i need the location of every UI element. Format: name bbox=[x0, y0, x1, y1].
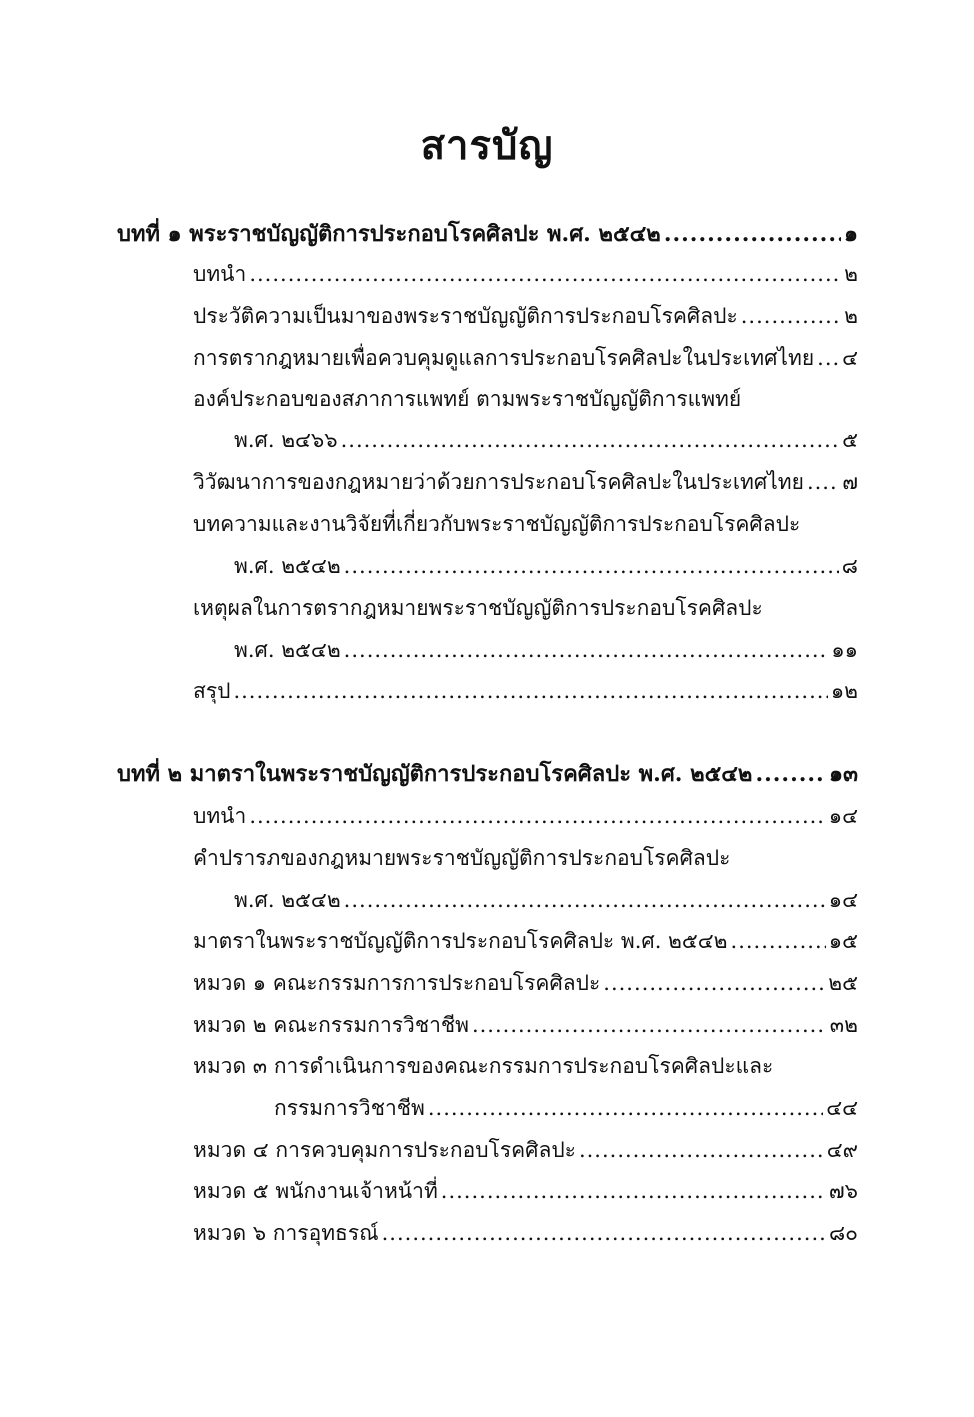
toc-entry-label: หมวด ๒ คณะกรรมการวิชาชีพ bbox=[193, 1013, 469, 1037]
toc-entry bbox=[234, 630, 858, 670]
toc-page-number: ๘๐ bbox=[828, 1221, 858, 1245]
toc-entry bbox=[193, 1213, 858, 1253]
toc-entry bbox=[193, 338, 858, 378]
toc-entry-label: องค์ประกอบของสภาการแพทย์ ตามพระราชบัญญัติการแพทย์ bbox=[193, 387, 742, 411]
toc-entry bbox=[193, 1130, 858, 1170]
dot-leader bbox=[741, 296, 841, 336]
toc-page-number: ๓๒ bbox=[829, 1013, 858, 1037]
toc-entry bbox=[193, 963, 858, 1003]
page-title: สารบัญ bbox=[420, 122, 554, 169]
dot-leader bbox=[441, 1171, 826, 1211]
toc-chapter-title: บทที่ ๑ พระราชบัญญัติการประกอบโรคศิลปะ พ.ศ. ๒๕๔๒ bbox=[117, 221, 661, 247]
toc-page-number: ๔ bbox=[842, 346, 858, 370]
toc-page-number: ๒๕ bbox=[828, 971, 858, 995]
toc-entry-continuation: พ.ศ. ๒๕๔๒ bbox=[234, 638, 341, 662]
toc-entry bbox=[234, 420, 858, 460]
toc-entry-label: บทนำ bbox=[193, 262, 247, 286]
toc-entry-continuation: กรรมการวิชาชีพ bbox=[274, 1096, 425, 1120]
dot-leader bbox=[807, 462, 839, 502]
dot-leader bbox=[249, 796, 825, 836]
dot-leader bbox=[382, 1213, 826, 1253]
dot-leader bbox=[664, 214, 841, 254]
toc-page-number: ๔๙ bbox=[826, 1138, 858, 1162]
toc-entry-label: หมวด ๔ การควบคุมการประกอบโรคศิลปะ bbox=[193, 1138, 576, 1162]
dot-leader bbox=[603, 963, 825, 1003]
dot-leader bbox=[233, 671, 827, 711]
toc-entry-label: คำปรารภของกฎหมายพระราชบัญญัติการประกอบโรคศิลปะ bbox=[193, 846, 731, 870]
dot-leader bbox=[817, 338, 839, 378]
toc-entry-continuation: พ.ศ. ๒๕๔๒ bbox=[234, 888, 341, 912]
toc-page-number: ๔๔ bbox=[826, 1096, 858, 1120]
toc-page-number: ๑๕ bbox=[828, 929, 858, 953]
toc-chapter-title: บทที่ ๒ มาตราในพระราชบัญญัติการประกอบโรคศิลปะ พ.ศ. ๒๕๔๒ bbox=[117, 761, 753, 787]
toc-page-number: ๒ bbox=[844, 262, 858, 286]
toc-entry-label: หมวด ๑ คณะกรรมการการประกอบโรคศิลปะ bbox=[193, 971, 601, 995]
toc-entry-label: ประวัติความเป็นมาของพระราชบัญญัติการประกอบโรคศิลปะ bbox=[193, 304, 738, 328]
toc-entry bbox=[193, 921, 858, 961]
toc-entry bbox=[274, 1088, 858, 1128]
toc-entry bbox=[193, 1171, 858, 1211]
toc-entry bbox=[193, 796, 858, 836]
toc-entry-label: วิวัฒนาการของกฎหมายว่าด้วยการประกอบโรคศิลปะในประเทศไทย bbox=[193, 470, 804, 494]
toc-entry-label: สรุป bbox=[193, 679, 231, 703]
toc-page-number: ๑ bbox=[844, 221, 858, 247]
toc-page-number: ๑๒ bbox=[830, 679, 858, 703]
toc-entry bbox=[234, 880, 858, 920]
toc-entry-continuation: พ.ศ. ๒๔๖๖ bbox=[234, 428, 338, 452]
dot-leader bbox=[249, 254, 841, 294]
toc-entry-label: การตรากฎหมายเพื่อควบคุมดูแลการประกอบโรคศิลปะในประเทศไทย bbox=[193, 346, 815, 370]
dot-leader bbox=[731, 921, 826, 961]
toc-entry bbox=[193, 296, 858, 336]
toc-entry-label: เหตุผลในการตรากฎหมายพระราชบัญญัติการประกอบโรคศิลปะ bbox=[193, 596, 763, 620]
dot-leader bbox=[755, 754, 826, 794]
toc-entry bbox=[193, 671, 858, 711]
toc-entry bbox=[234, 546, 858, 586]
toc-page-number: ๑๑ bbox=[831, 638, 858, 662]
dot-leader bbox=[344, 546, 839, 586]
toc-page-number: ๑๔ bbox=[828, 804, 858, 828]
toc-page-number: ๑๔ bbox=[828, 888, 858, 912]
toc-entry bbox=[193, 254, 858, 294]
toc-chapter-1 bbox=[117, 214, 858, 254]
toc-entry-label: มาตราในพระราชบัญญัติการประกอบโรคศิลปะ พ.ศ. ๒๕๔๒ bbox=[193, 929, 728, 953]
toc-entry bbox=[193, 462, 858, 502]
toc-entry bbox=[193, 1005, 858, 1045]
toc-chapter-2 bbox=[117, 754, 858, 794]
toc-entry-label: บทนำ bbox=[193, 804, 247, 828]
dot-leader bbox=[472, 1005, 827, 1045]
dot-leader bbox=[344, 630, 829, 670]
toc-page-number: ๗ bbox=[842, 470, 858, 494]
toc-page-number: ๑๓ bbox=[828, 761, 858, 787]
dot-leader bbox=[579, 1130, 824, 1170]
toc-entry-label: หมวด ๖ การอุทธรณ์ bbox=[193, 1221, 379, 1245]
dot-leader bbox=[344, 880, 826, 920]
toc-entry-continuation: พ.ศ. ๒๕๔๒ bbox=[234, 554, 341, 578]
dot-leader bbox=[341, 420, 839, 460]
toc-page-number: ๒ bbox=[844, 304, 858, 328]
dot-leader bbox=[428, 1088, 823, 1128]
toc-page-number: ๕ bbox=[842, 428, 858, 452]
toc-entry-label: บทความและงานวิจัยที่เกี่ยวกับพระราชบัญญัติการประกอบโรคศิลปะ bbox=[193, 512, 801, 536]
toc-entry-label: หมวด ๕ พนักงานเจ้าหน้าที่ bbox=[193, 1179, 438, 1203]
toc-page-number: ๘ bbox=[841, 554, 858, 578]
toc-entry-label: หมวด ๓ การดำเนินการของคณะกรรมการประกอบโรคศิลปะและ bbox=[193, 1054, 774, 1078]
toc-page-number: ๗๖ bbox=[828, 1179, 858, 1203]
